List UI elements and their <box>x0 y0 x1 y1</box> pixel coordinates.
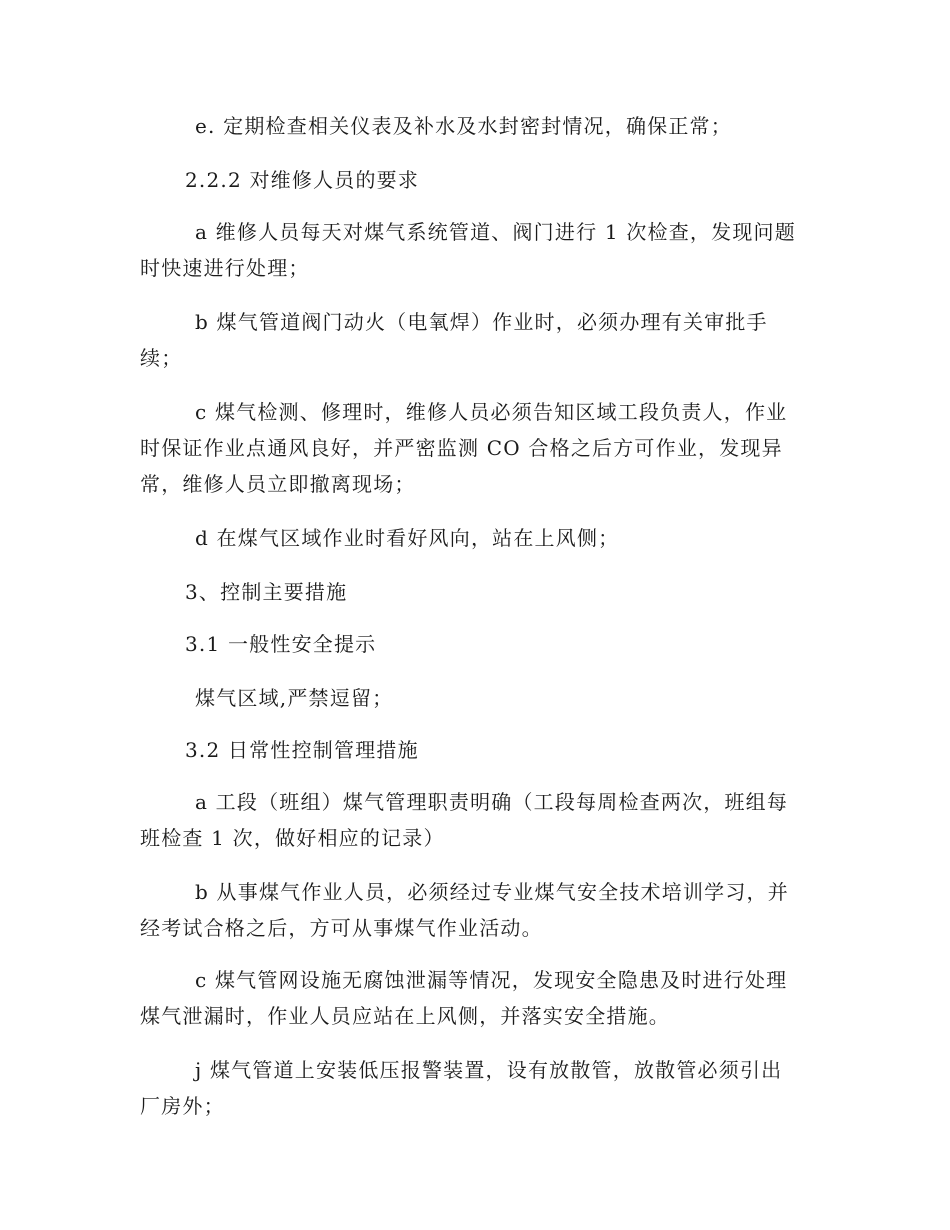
paragraph-line: 煤气泄漏时，作业人员应站在上风侧，并落实安全措施。 <box>140 1004 670 1028</box>
paragraph-line: e. 定期检查相关仪表及补水及水封密封情况，确保正常； <box>195 114 732 138</box>
section-heading: 3、控制主要措施 <box>185 580 348 604</box>
paragraph-line: 经考试合格之后，方可从事煤气作业活动。 <box>140 916 543 940</box>
paragraph-line: c 煤气管网设施无腐蚀泄漏等情况，发现安全隐患及时进行处理 <box>195 968 788 992</box>
paragraph-line: b 煤气管道阀门动火（电氧焊）作业时，必须办理有关审批手 <box>195 310 768 334</box>
paragraph-line: 厂房外； <box>140 1094 225 1118</box>
paragraph-line: a 维修人员每天对煤气系统管道、阀门进行 1 次检查，发现问题 <box>195 220 796 244</box>
section-heading: 2.2.2 对维修人员的要求 <box>185 168 420 192</box>
paragraph-line: 时保证作业点通风良好，并严密监测 CO 合格之后方可作业，发现异 <box>140 436 783 460</box>
section-heading: 3.1 一般性安全提示 <box>185 632 377 656</box>
paragraph-line: 班检查 1 次，做好相应的记录） <box>140 826 445 850</box>
section-heading: 3.2 日常性控制管理措施 <box>185 738 419 762</box>
paragraph-line: d 在煤气区域作业时看好风向，站在上风侧； <box>195 526 620 550</box>
paragraph-line: 煤气区域,严禁逗留； <box>195 686 394 710</box>
paragraph-line: j 煤气管道上安装低压报警装置，设有放散管，放散管必须引出 <box>195 1058 783 1082</box>
paragraph-line: 续； <box>140 346 183 370</box>
paragraph-line: b 从事煤气作业人员，必须经过专业煤气安全技术培训学习，并 <box>195 880 789 904</box>
paragraph-line: c 煤气检测、修理时，维修人员必须告知区域工段负责人，作业 <box>195 400 788 424</box>
paragraph-line: a 工段（班组）煤气管理职责明确（工段每周检查两次，班组每 <box>195 790 789 814</box>
paragraph-line: 时快速进行处理； <box>140 256 310 280</box>
paragraph-line: 常，维修人员立即撤离现场； <box>140 472 416 496</box>
